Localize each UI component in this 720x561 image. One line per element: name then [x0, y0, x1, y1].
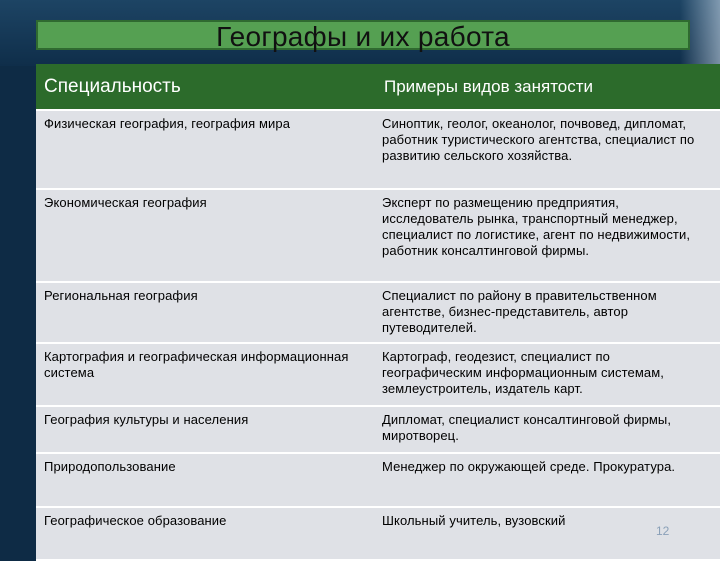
page-number: 12: [656, 524, 670, 538]
column-header-specialty: Специальность: [36, 64, 376, 110]
jobs-cell: Менеджер по окружающей среде. Прокуратура.: [376, 453, 720, 507]
specialty-cell: Физическая география, география мира: [36, 110, 376, 189]
specialty-cell: Экономическая география: [36, 189, 376, 282]
jobs-cell: Дипломат, специалист консалтинговой фирмы, миротворец.: [376, 406, 720, 453]
specialty-cell: География культуры и населения: [36, 406, 376, 453]
jobs-cell: Специалист по району в правительственном агентстве, бизнес-представитель, автор путеводителей.: [376, 282, 720, 343]
slide-title: Географы и их работа: [36, 20, 690, 50]
specialty-cell: Региональная география: [36, 282, 376, 343]
jobs-cell: Картограф, геодезист, специалист по географическим информационным системам, землеустроитель, издатель карт.: [376, 343, 720, 406]
table-row: [36, 453, 720, 507]
table-row: [36, 406, 720, 453]
specialty-cell: Географическое образование: [36, 507, 376, 560]
jobs-cell: Синоптик, геолог, океанолог, почвовед, дипломат, работник туристического агентства, специалист по развитию сельского хозяйства.: [376, 110, 720, 189]
table-row: [36, 282, 720, 343]
table-row: [36, 343, 720, 406]
table-row: [36, 110, 720, 189]
table-row: [36, 507, 720, 560]
table-row: [36, 189, 720, 282]
specialty-cell: Природопользование: [36, 453, 376, 507]
specialty-cell: Картография и географическая информационная система: [36, 343, 376, 406]
occupations-table: [36, 64, 720, 561]
jobs-cell: Школьный учитель, вузовский: [376, 507, 720, 560]
column-header-jobs: Примеры видов занятости: [376, 64, 720, 110]
table-header-row: [36, 64, 720, 110]
jobs-cell: Эксперт по размещению предприятия, исследователь рынка, транспортный менеджер, специалист по логистике, агент по недвижимости, работник консалтинговой фирмы.: [376, 189, 720, 282]
